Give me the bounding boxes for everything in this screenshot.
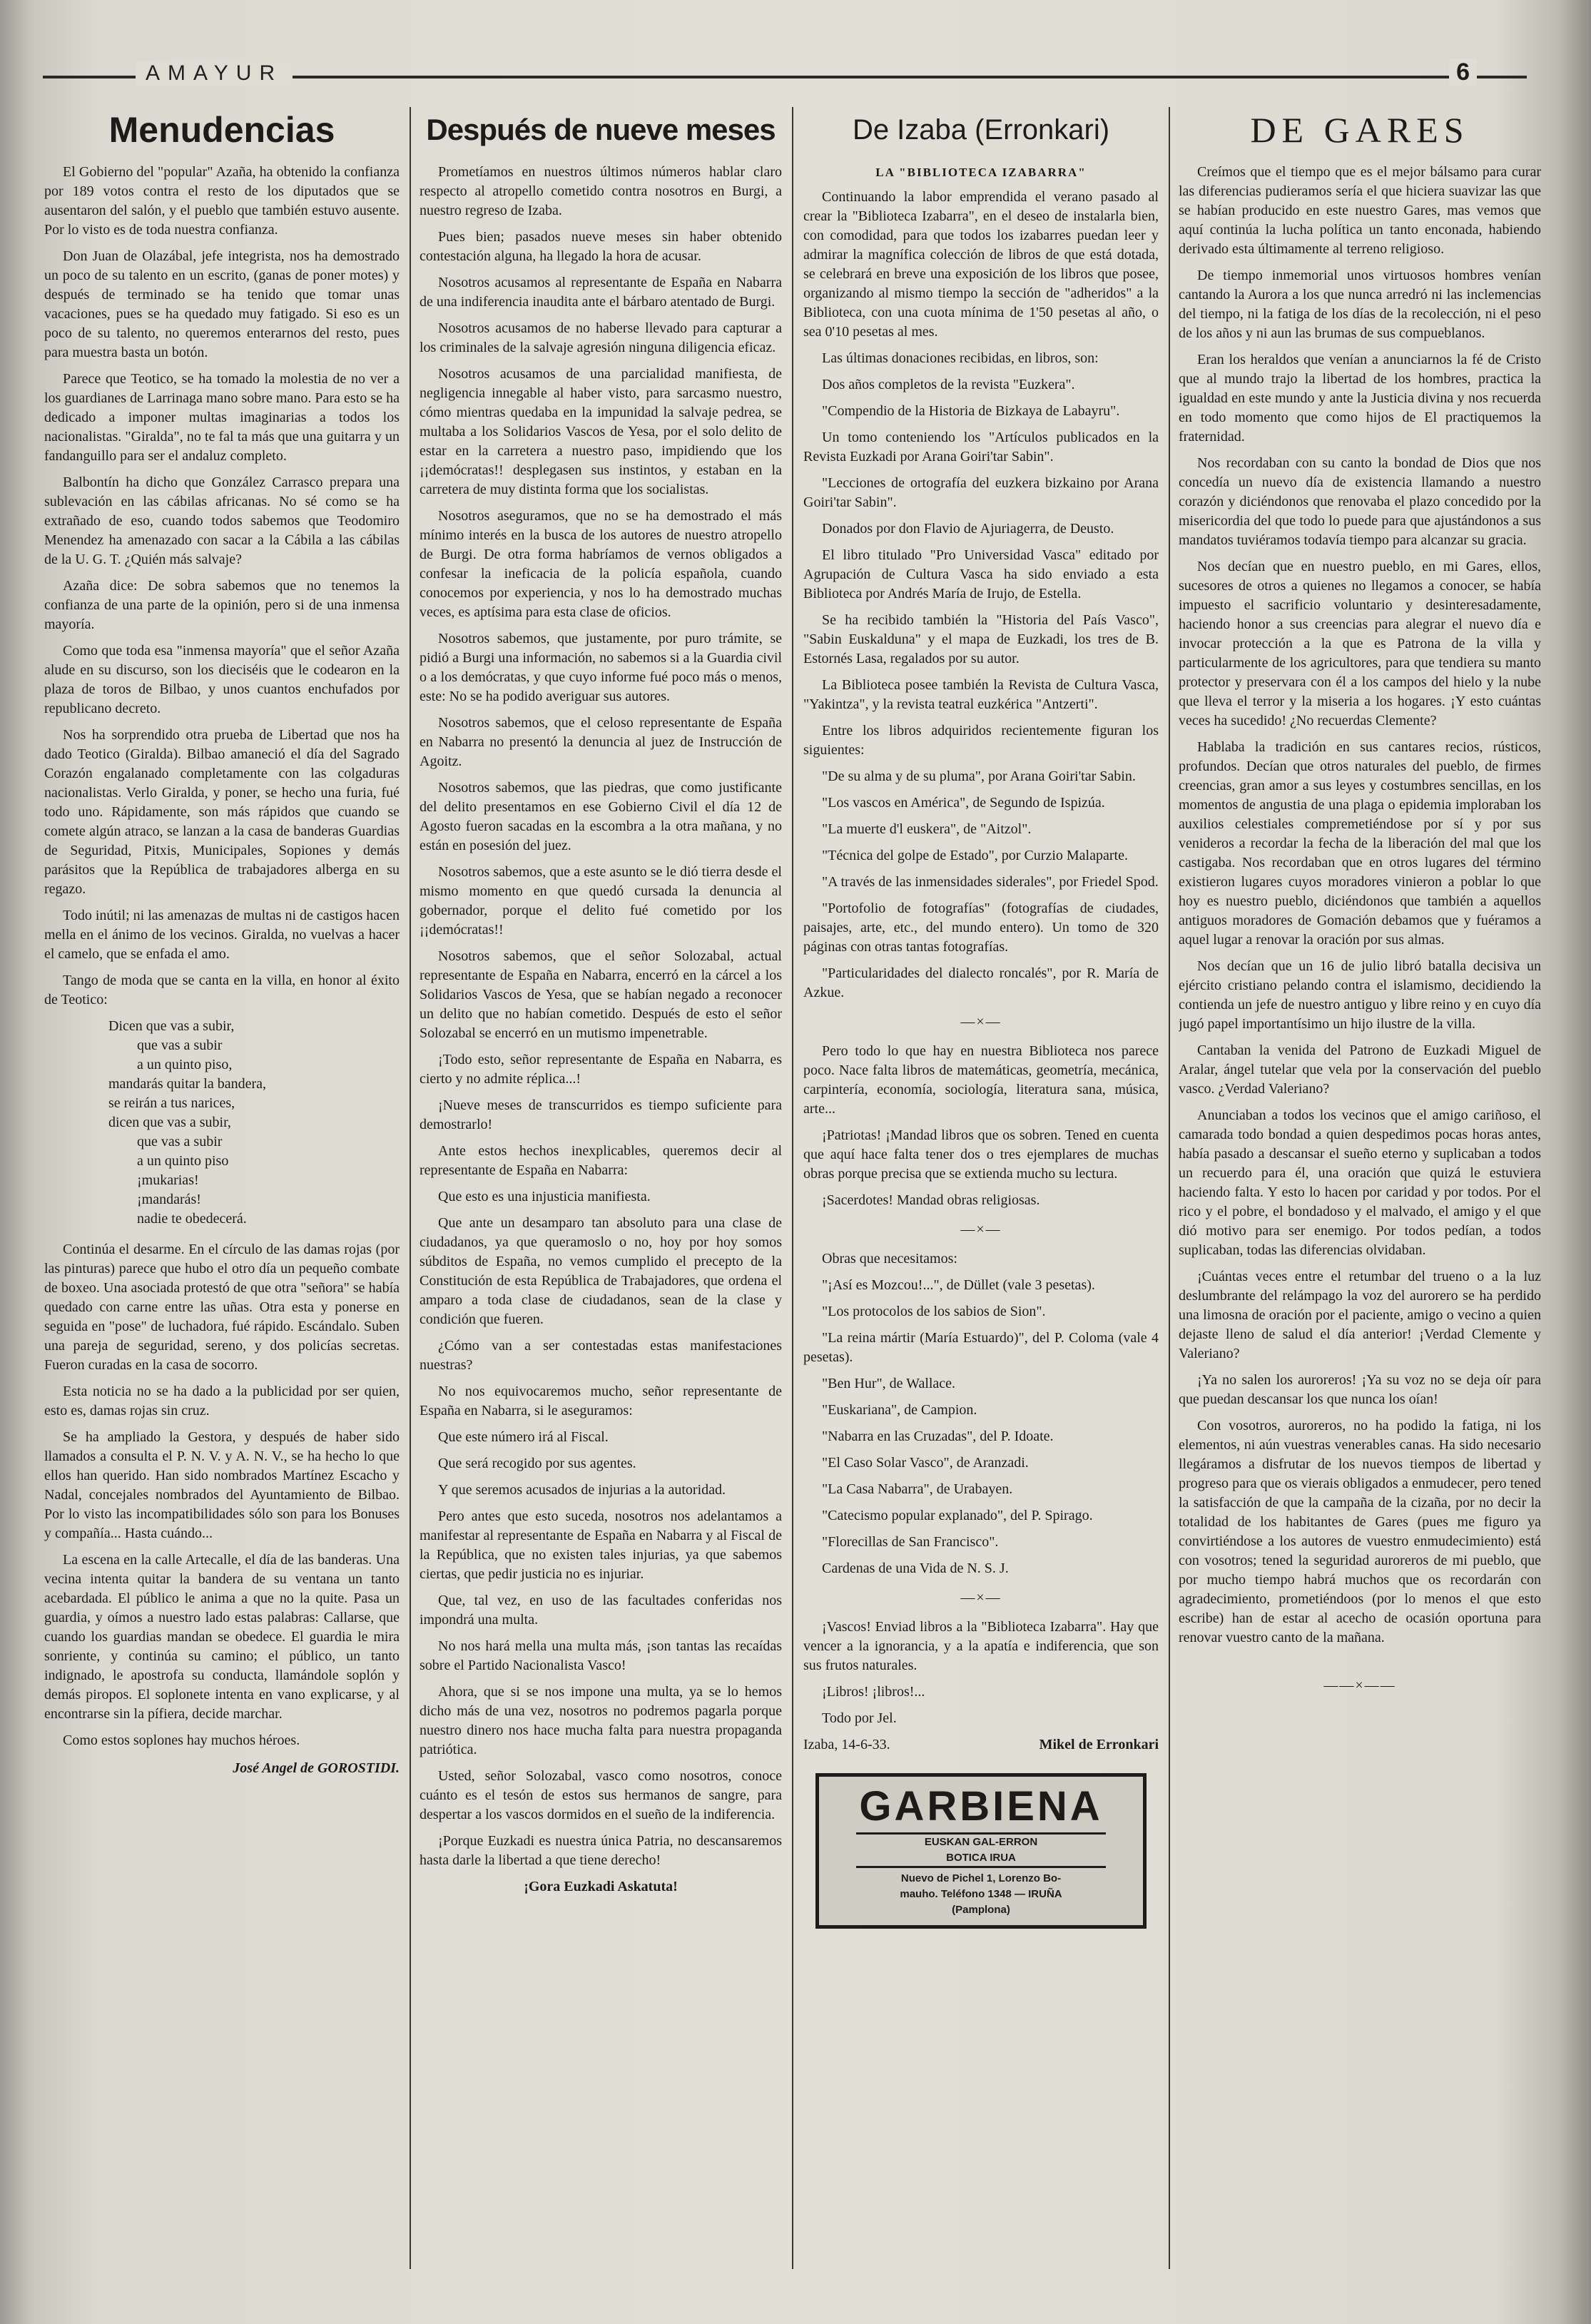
tango-poem [108,1017,400,1229]
paragraph: Y que seremos acusados de injurias a la autoridad. [438,1482,726,1498]
paragraph: "Nabarra en las Cruzadas", del P. Idoate. [822,1429,1054,1444]
paragraph: Dos años completos de la revista "Euzkera". [822,377,1075,392]
section-separator: —×— [960,1222,1002,1237]
paragraph: Nosotros acusamos de una parcialidad manifiesta, de negligencia innegable al haber visto, para sarcasmo nuestro, cómo mientras quedaba en la impunidad la salvaje pedrea, se multaba a los Solidarios Vascos de Yesa, por el solo delito de estar en la carretera a nuestro paso, impidiendo que los ¡¡demócratas!! desplegasen sus instintos, y estaban en la carretera de muy distinta forma que los socialistas. [420,366,782,497]
paragraph: ¿Cómo van a ser contestadas estas manifestaciones nuestras? [420,1338,782,1373]
paragraph: ¡Ya no salen los auroreros! ¡Ya su voz no se deja oír para que puedan descansar los que nunca los oían! [1179,1372,1541,1407]
paragraph: "Técnica del golpe de Estado", por Curzio Malaparte. [822,848,1128,863]
paragraph: Pues bien; pasados nueve meses sin haber obtenido contestación alguna, ha llegado la hora de acusar. [420,229,782,264]
paragraph: Que, tal vez, en uso de las facultades conferidas nos impondrá una multa. [420,1593,782,1628]
paragraph: "Compendio de la Historia de Bizkaya de Labayru". [822,403,1120,419]
paragraph: Creímos que el tiempo que es el mejor bálsamo para curar las diferencias pudieramos sería el que hiciera suavizar las que se habían producido en este nuestro Gares, mas vemos que aquí continúa la lucha política un tanto enconada, habiendo derivado esta últimamente al terreno religioso. [1179,164,1541,257]
paragraph: "De su alma y de su pluma", por Arana Goiri'tar Sabin. [822,768,1136,784]
paragraph: "Catecismo popular explanado", del P. Spirago. [822,1508,1093,1523]
paragraph: "Florecillas de San Francisco". [822,1534,999,1550]
paragraph: "El Caso Solar Vasco", de Aranzadi. [822,1455,1029,1471]
paragraph: Continúa el desarme. En el círculo de las damas rojas (por las pinturas) parece que hubo el otro día un pequeño combate de boxeo. Una asociada protestó de que otra "señora" se había quedado con carne entre las uñas. Otra esta y ponerse en seguida en "pose" de luchadora, fué rápido. Escándalo. Suben una pareja de seguridad, sereno, y dos policías secretas. Fueron curadas en la casa de socorro. [44,1242,400,1373]
column-divider [1169,107,1170,2269]
paragraph: Que este número irá al Fiscal. [438,1429,609,1445]
paragraph: Nosotros aseguramos, que no se ha demostrado el más mínimo interés en la busca de los autores de nuestro atropello de Burgi. De otra forma habríamos de vernos obligados a confesar la ineficacia de la policía española, cuando conocemos por experiencia, y nos lo ha demostrado muchas veces, es aptísima para esta clase de oficios. [420,508,782,620]
paragraph: "Los protocolos de los sabios de Sion". [822,1304,1046,1319]
paragraph: "Particularidades del dialecto roncalés", por R. María de Azkue. [803,965,1159,1000]
paragraph: Pero todo lo que hay en nuestra Biblioteca nos parece poco. Nace falta libros de matemáticas, geometría, mecánica, carpintería, economía, sociología, literatura sana, música, arte... [803,1043,1159,1117]
paragraph: La escena en la calle Artecalle, el día de las banderas. Una vecina intenta quitar la bandera de su ventana un tanto acebardada. El público le anima a que no la quite. Pasa un guardia, y oímos a nuestro lado estas palabras: Callarse, que cuando los guardias mandan se obedece. El guardia le mira sonriente, y continúa su camino; el público, un tanto indignado, le apostrofa su conducta, llamándole soplón y demás piropos. El soplonete intenta en vano explicarse, y al encontrarse sin la pífiera, decide marchar. [44,1552,400,1722]
poem-line: dicen que vas a subir, [108,1115,231,1130]
paragraph: El Gobierno del "popular" Azaña, ha obtenido la confianza por 189 votos contra el resto de los diputados que se ausentaron del salón, y el pueblo que también estuvo ausente. Por lo visto es de toda nuestra confianza. [44,164,400,238]
paragraph: Que ante un desamparo tan absoluto para una clase de ciudadanos, ya que queramoslo o no, hoy por hoy somos súbditos de España, no vemos cumplido el precepto de la Constitución de esta República de Trabajadores, que ordena el amparo a toda clase de ciudadanos, sean de la clase y condición que fueren. [420,1215,782,1327]
poem-line: Dicen que vas a subir, [108,1018,235,1034]
paragraph: No nos hará mella una multa más, ¡son tantas las recaídas sobre el Partido Nacionalista Vasco! [420,1638,782,1673]
paragraph: ¡Libros! ¡libros!... [822,1684,925,1700]
paragraph: El libro titulado "Pro Universidad Vasca" editado por Agrupación de Cultura Vasca ha sido enviado a esta Biblioteca por Andrés María de Irujo, de Estella. [803,547,1159,602]
paragraph: ¡Porque Euzkadi es nuestra única Patria, no descansaremos hasta darle la libertad a que tiene derecho! [420,1833,782,1868]
paragraph: Nosotros sabemos, que las piedras, que como justificante del delito presentamos en ese Gobierno Civil el día 12 de Agosto fueron sacadas en la escombra a la otra mañana, y no están en posesión del juez. [420,780,782,853]
article-title: Menudencias [108,110,335,150]
paragraph: Ante estos hechos inexplicables, queremos decir al representante de España en Nabarra: [420,1143,782,1178]
paragraph: "Lecciones de ortografía del euzkera bizkaino por Arana Goiri'tar Sabin". [803,475,1159,510]
article-menudencias [44,107,400,2262]
poem-line: ¡mukarias! [137,1172,199,1188]
paragraph: Todo inútil; ni las amenazas de multas ni de castigos hacen mella en el ánimo de los vecinos. Giralda, no vuelvas a hacer el camelo, que se enfada el amo. [44,908,400,962]
paragraph: "La Casa Nabarra", de Urabayen. [822,1481,1013,1497]
closing-slogan: ¡Gora Euzkadi Askatuta! [524,1879,678,1894]
paragraph: Don Juan de Olazábal, jefe integrista, nos ha demostrado un poco de su talento en un escrito, (ganas de poner motes) y después de terminado se ha tenido que tomar unas vacaciones, pues se ha quedado muy fatigado. Si eso es un poco de su talento, no queremos enterarnos del resto, pues para muestra basta un botón. [44,248,400,360]
paragraph: "¡Así es Mozcou!...", de Düllet (vale 3 pesetas). [822,1277,1095,1293]
paragraph: Entre los libros adquiridos recientemente figuran los siguientes: [803,723,1159,758]
paragraph: ¡Patriotas! ¡Mandad libros que os sobren. Tened en cuenta que aquí hace falta tener dos o tres ejemplares de muchas obras porque precisa que se extienda mucho su lectura. [803,1127,1159,1182]
paragraph: Donados por don Flavio de Ajuriagerra, de Deusto. [822,521,1114,537]
paragraph: Todo por Jel. [822,1710,897,1726]
paragraph: La Biblioteca posee también la Revista de Cultura Vasca, "Yakintza", y la revista teatral euzkérica "Antzerti". [803,677,1159,712]
paragraph: No nos equivocaremos mucho, señor representante de España en Nabarra, si le aseguramos: [420,1384,782,1419]
paragraph: "Los vascos en América", de Segundo de Ispizúa. [822,795,1105,811]
page-number: 6 [1449,59,1477,86]
ad-line: (Pamplona) [952,1904,1010,1916]
poem-line: que vas a subir [137,1134,223,1150]
article-despues-de-nueve-meses [420,107,782,2262]
paragraph: "Euskariana", de Campion. [822,1402,977,1418]
article-de-gares [1179,107,1541,2262]
paragraph: Nosotros sabemos, que el señor Solozabal, actual representante de España en Nabarra, encerró en la cárcel a los Solidarios Vascos de Yesa, que se habían negado a reconocer un delito que no habían cometido. Después de esto el señor Solozabal se encerró en un mutismo impenetrable. [420,948,782,1041]
ad-rule [856,1832,1106,1868]
article-de-izaba [803,107,1159,2262]
paragraph: ¡Vascos! Enviad libros a la "Biblioteca Izabarra". Hay que vencer a la ignorancia, y a la apatía e indiferencia, que son sus frutos naturales. [803,1619,1159,1673]
section-separator: —×— [960,1014,1002,1030]
paragraph: Nosotros acusamos de no haberse llevado para capturar a los criminales de la salvaje agresión ninguna diligencia eficaz. [420,320,782,355]
paragraph: Las últimas donaciones recibidas, en libros, son: [822,350,1099,366]
paragraph: Prometíamos en nuestros últimos números hablar claro respecto al atropello cometido contra nosotros en Burgi, a nuestro regreso de Izaba. [420,164,782,218]
paper-name: AMAYUR [136,61,293,86]
section-separator: ——×—— [1323,1678,1396,1693]
paragraph: Que será recogido por sus agentes. [438,1456,636,1471]
paragraph: Pero antes que esto suceda, nosotros nos adelantamos a manifestar al representante de España en Nabarra y al Fiscal de la República, que no existen tales injurias, ya que sabemos ciertas, que pedir justicia no es injuriar. [420,1508,782,1582]
section-separator: —×— [960,1590,1002,1605]
paragraph: Nosotros acusamos al representante de España en Nabarra de una indiferencia inaudita ante el bárbaro atentado de Burgi. [420,275,782,310]
paragraph: Se ha recibido también la "Historia del País Vasco", "Sabin Euskalduna" y el mapa de Euzkadi, los tres de B. Estornés Lasa, regalados por su autor. [803,612,1159,666]
paragraph: Nos recordaban con su canto la bondad de Dios que nos concedía un nuevo día de existencia llamando a nuestro corazón y diciéndonos que renovaba el plazo concedido por la misericordia del que todo lo puede para que ajustándonos a sus mandatos tuviéramos todavía tiempo para alcanzar su gracia. [1179,455,1541,548]
article-title: DE GARES [1250,110,1470,150]
author-signature: José Angel de GOROSTIDI. [233,1760,400,1776]
garbiena-advertisement [815,1773,1147,1929]
paragraph: Que esto es una injusticia manifiesta. [438,1189,651,1204]
paragraph: "A través de las inmensidades siderales", por Friedel Spod. [822,874,1159,890]
poem-line: ¡mandarás! [137,1192,201,1207]
paragraph: Obras que necesitamos: [822,1251,957,1267]
poem-line: nadie te obedecerá. [137,1211,247,1227]
masthead [43,61,1527,90]
paragraph: Parece que Teotico, se ha tomado la molestia de no ver a los guardianes de Larrinaga mano sobre mano. Para esto se ha dedicado a imponer multas imaginarias a todos los nacionalistas. "Giralda", no te fal ta más que una guitarra y un fandanguillo para ser el andaluz completo. [44,371,400,464]
dateline [803,1735,1159,1755]
paragraph: Anunciaban a todos los vecinos que el amigo cariñoso, el camarada todo bondad a quien despedimos pocas horas antes, había pasado a descansar el sueño eterno y suplicaban a todos un recuerdo para él, una oración que quizá le estuviera haciendo falta. Y esto lo hacen por caridad y por todos. Por el rico y el pobre, el bondadoso y el malvado, el amigo y el que dió motivo para ser enemigo. Por todos pedían, a todos suplicaban, todas las diferencias olvidaban. [1179,1107,1541,1258]
place-date: Izaba, 14-6-33. [803,1737,890,1752]
paragraph: Hablaba la tradición en sus cantares recios, rústicos, profundos. Decían que otros naturales del pueblo, de firmes creencias, gran amor a sus leyes y costumbres sencillas, en los momentos de angustia de una plaga o epidemia imploraban los auxilios celestiales compremetiéndose por sí y por sus venideros a recordar la fecha de la liberación del mal que los castigaba. Nos recordaban que en otros lugares del término existieron lugares cuyos moradores vinieron a poblar lo que hoy es nuestro pueblo, diciéndonos que también a aquellos antiguos moradores de Gomación debamos que y fuéramos a aquel lugar a renovar la oración por sus almas. [1179,739,1541,948]
paragraph: Nos decían que un 16 de julio libró batalla decisiva un ejército cristiano pelando contra el islamismo, decidiendo la contienda un jefe de nuestro antiguo y libre reino y en cuyo día jugó papel importantísimo un hijo ilustre de la villa. [1179,958,1541,1032]
paragraph: Como que toda esa "inmensa mayoría" que el señor Azaña alude en su discurso, son los dieciséis que le codearon en la plaza de toros de Bilbao, y unos cuantos enchufados por republicano decreto. [44,643,400,716]
paragraph: Ahora, que si se nos impone una multa, ya se lo hemos dicho más de una vez, nosotros no podremos pagarla porque nuestro dinero nos hace mucha falta para nuestra propaganda patriótica. [420,1684,782,1757]
paragraph: ¡Sacerdotes! Mandad obras religiosas. [822,1192,1040,1208]
paragraph: Balbontín ha dicho que González Carrasco prepara una sublevación en las cábilas africanas. No sé como se ha extrañado de eso, cuando todos sabemos que Teodomiro Menendez ha amenazado con sacar a la Cábila a las cábilas de la U. G. T. ¿Quién más salvaje? [44,475,400,567]
paragraph: ¡Todo esto, señor representante de España en Nabarra, es cierto y no admite réplica...! [420,1052,782,1087]
paragraph: Nosotros sabemos, que a este asunto se le dió tierra desde el mismo momento en que quedó cursada la denuncia al gobernador, porque el delito fué cometido por los ¡¡demócratas!! [420,864,782,938]
article-subtitle: LA "BIBLIOTECA IZABARRA" [875,166,1087,179]
column-divider [792,107,793,2269]
paragraph: Nos decían que en nuestro pueblo, en mi Gares, ellos, sucesores de otros a quienes no llegamos a conocer, se había impuesto el sacrificio voluntario y desinteresadamente, haciendo honor a sus creencias para alegrar el nuevo día e invocar protección a la que es Patrona de la villa y particularmente de los agricultores, para que tendiera su manto protector y preservara con él a los campos del hielo y la nube que lleva el terror y la miseria a los hogares. ¡Y esto cuántas veces ha sucedido! ¿No recuerdas Clemente? [1179,559,1541,729]
paragraph: "La muerte d'l euskera", de "Aitzol". [822,821,1032,837]
paragraph: Como estos soplones hay muchos héroes. [63,1732,300,1748]
paragraph: Cantaban la venida del Patrono de Euzkadi Miguel de Aralar, ángel tutelar que vela por la conservación del pueblo vasco. ¿Verdad Valeriano? [1179,1042,1541,1097]
article-title: Después de nueve meses [426,113,776,146]
paragraph: "Ben Hur", de Wallace. [822,1376,956,1391]
ad-line: Nuevo de Pichel 1, Lorenzo Bo- [900,1872,1062,1884]
paragraph: Continuando la labor emprendida el verano pasado al crear la "Biblioteca Izabarra", en el deseo de instalarla bien, con comodidad, para que todos los izabarres puedan leer y admirar la magnífica colección de libros de que está dotada, se celebrará en breve una exposición de los libros que posee, organizando al mismo tiempo la sección de "adheridos" a la Biblioteca, con una cuota mínima de 1'50 pesetas al año, o sea 0'10 pesetas al mes. [803,189,1159,340]
paragraph: Nosotros sabemos, que justamente, por puro trámite, se pidió a Burgi una información, no sabemos si a la Guardia civil o a los demócratas, y que cuyo informe fué poco más o menos, este: No se ha podido averiguar sus autores. [420,631,782,704]
paragraph: Esta noticia no se ha dado a la publicidad por ser quien, esto es, damas rojas sin cruz. [44,1384,400,1419]
poem-line: a un quinto piso, [137,1057,233,1072]
ad-line: mauho. Teléfono 1348 — IRUÑA [900,1888,1062,1900]
paragraph: Nosotros sabemos, que el celoso representante de España en Nabarra no presentó la denuncia al juez de Instrucción de Agoitz. [420,715,782,769]
paragraph: Azaña dice: De sobra sabemos que no tenemos la confianza de una parte de la opinión, pero si de una inmensa mayoría. [44,578,400,632]
paragraph: Tango de moda que se canta en la villa, en honor al éxito de Teotico: [44,973,400,1008]
paragraph: "Portofolio de fotografías" (fotografías de ciudades, paisajes, arte, etc., del mundo entero). Un tomo de 320 páginas con otras tantas fotografías. [803,900,1159,955]
article-title: De Izaba (Erronkari) [852,114,1110,146]
paragraph: Eran los heraldos que venían a anunciarnos la fé de Cristo que al mundo trajo la libertad de los hombres, practica la igualdad en este mundo y ante la Justicia divina y nos recuerda en todo momento que como hijos de El practiquemos la fraternidad. [1179,352,1541,445]
poem-line: que vas a subir [137,1037,223,1053]
ad-line: BOTICA IRUA [946,1852,1016,1864]
column-divider [410,107,411,2269]
paragraph: Cardenas de una Vida de N. S. J. [822,1561,1009,1576]
poem-line: se reirán a tus narices, [108,1095,235,1111]
paragraph: Nos ha sorprendido otra prueba de Libertad que nos ha dado Teotico (Giralda). Bilbao amaneció el día del Sagrado Corazón engalanado completamente con las colgaduras nacionalistas. Verlo Giralda, y poner, se hecho una furia, fué todo uno. Rápidamente, son más rápidos que cuando se comete algún atraco, se lanzan a la casa de banderas Guardias de Seguridad, Pitxis, Municipales, Sopiones y demás parásitos que la República de trabajadores alberga en su regazo. [44,727,400,897]
author-signature: Mikel de Erronkari [1039,1737,1159,1752]
paragraph: Usted, señor Solozabal, vasco como nosotros, conoce cuánto es el tesón de estos sus hermanos de sangre, para despertar a los vascos dormidos en el sueño de la indiferencia. [420,1768,782,1822]
paragraph: De tiempo inmemorial unos virtuosos hombres venían cantando la Aurora a los que nunca arredró ni las inclemencias del tiempo, ni la fatiga de los días de la recolección, ni el peso de los años y ni aun las brumas de sus compueblanos. [1179,268,1541,341]
paragraph: ¡Cuántas veces entre el retumbar del trueno o a la luz deslumbrante del relámpago la voz del aurorero se ha perdido una limosna de oración por el paciente, amigo o vecino a quien dejaste lleno de salud el día anterior! ¡Verdad Clemente y Valeriano? [1179,1269,1541,1361]
poem-line: mandarás quitar la bandera, [108,1076,267,1092]
paragraph: ¡Nueve meses de transcurridos es tiempo suficiente para demostrarlo! [420,1097,782,1132]
ad-brand: GARBIENA [859,1783,1103,1830]
paragraph: Se ha ampliado la Gestora, y después de haber sido llamados a consulta el P. N. V. y A. N. V., se ha hecho lo que ellos han querido. Han sido nombrados Martínez Escacho y Nadal, concejales nombrados del Ayuntamiento de Bilbao. Por lo visto las incompatibilidades sólo son para los Bonuses y compañía... Hasta cuándo... [44,1429,400,1541]
paragraph: Un tomo conteniendo los "Artículos publicados en la Revista Euzkadi por Arana Goiri'tar Sabin". [803,430,1159,465]
poem-line: a un quinto piso [137,1153,229,1169]
ad-line: EUSKAN GAL-ERRON [924,1836,1038,1848]
paragraph: "La reina mártir (María Estuardo)", del P. Coloma (vale 4 pesetas). [803,1330,1159,1365]
paragraph: Con vosotros, auroreros, no ha podido la fatiga, ni los elementos, ni aún vuestras venerables canas. Ha sido necesario llegáramos a disfrutar de los nuevos tiempos de libertad y progreso para que os vierais obligados a enmudecer, pero tened la satisfacción de que la campaña de la cizaña, por no decir la totalidad de los habitantes de Gares (pues me figuro ya convirtiéndose a los autores de vuestro enmudecimiento) está con vosotros; tened la seguridad auroreros de mi pueblo, que por mucho tiempo habrá muchos que os recordarán con agradecimiento, prometiéndoos (por lo menos el que esto escribe) han de estar al acecho de ocasión oportuna para renovar vuestro canto de la mañana. [1179,1418,1541,1645]
